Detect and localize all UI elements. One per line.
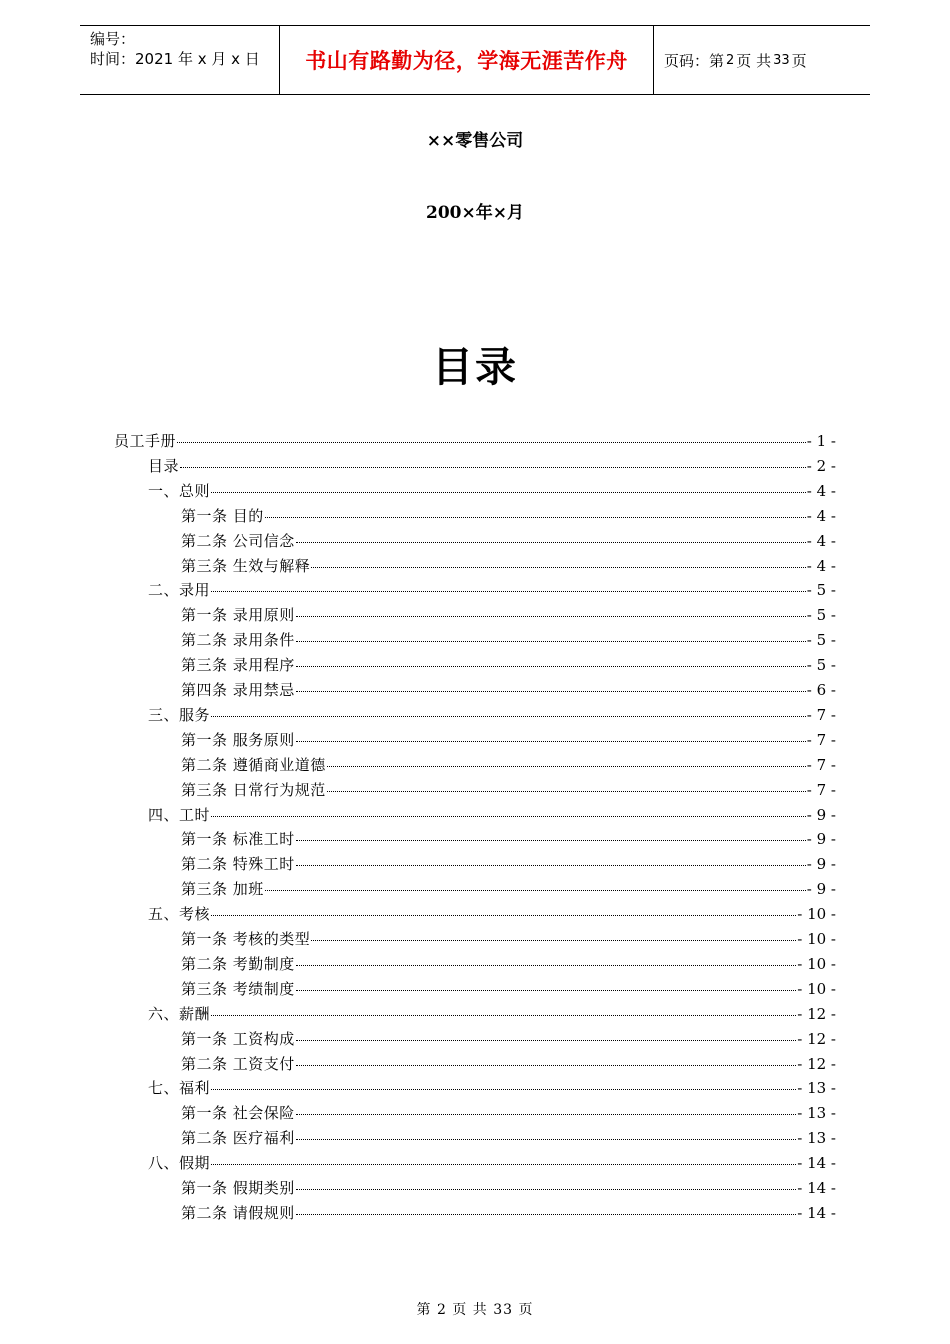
toc-leader-dots [265,890,806,891]
page-footer: 第 2 页 共 33 页 [416,1302,534,1318]
toc-entry-page: - 5 - [806,631,836,649]
toc-leader-dots [327,791,806,792]
toc-entry-label: 第一条 假期类别 [181,1179,295,1197]
toc-entry-label: 第二条 公司信念 [181,532,295,550]
page-header [80,25,870,95]
toc-entry-label: 第二条 考勤制度 [181,955,295,973]
toc-entry-page: - 7 - [806,756,836,774]
toc-leader-dots [296,542,806,543]
toc-leader-dots [211,816,806,817]
toc-title: 目录 [432,343,518,391]
toc-entry[interactable] [148,479,836,503]
toc-entry-page: - 7 - [806,706,836,724]
toc-entry-label: 第三条 日常行为规范 [181,781,326,799]
toc-leader-dots [296,1189,796,1190]
toc-entry-label: 五、考核 [148,905,211,923]
toc-entry[interactable] [181,1201,836,1225]
toc-leader-dots [296,1139,796,1140]
company-name: ××零售公司 [426,131,524,151]
toc-entry-page: - 1 - [806,432,836,450]
toc-leader-dots [296,741,806,742]
toc-entry-label: 第一条 考核的类型 [181,930,311,948]
toc-entry-label: 目录 [148,457,180,475]
toc-entry[interactable] [181,554,836,578]
page-number: 2 [726,52,735,68]
toc-entry-page: - 2 - [806,457,836,475]
toc-entry-page: - 14 - [797,1179,836,1197]
toc-entry-label: 四、工时 [148,806,211,824]
toc-entry-label: 第三条 录用程序 [181,656,295,674]
toc-entry[interactable] [181,504,836,528]
toc-entry-label: 六、薪酬 [148,1005,211,1023]
toc-leader-dots [296,865,806,866]
toc-leader-dots [296,1065,796,1066]
toc-entry-label: 第三条 生效与解释 [181,557,311,575]
toc-entry-page: - 7 - [806,731,836,749]
toc-entry-page: - 4 - [806,507,836,525]
toc-entry[interactable] [148,1151,836,1175]
toc-entry-page: - 13 - [797,1079,836,1097]
toc-entry-page: - 12 - [797,1005,836,1023]
toc-entry-label: 第四条 录用禁忌 [181,681,295,699]
toc-entry-page: - 4 - [806,482,836,500]
toc-leader-dots [211,1164,796,1165]
toc-entry-label: 第二条 工资支付 [181,1055,295,1073]
toc-leader-dots [211,1015,796,1016]
toc-entry-page: - 9 - [806,855,836,873]
toc-entry[interactable] [181,603,836,627]
toc-leader-dots [211,492,806,493]
toc-entry-label: 第一条 服务原则 [181,731,295,749]
toc-entry-label: 第一条 社会保险 [181,1104,295,1122]
toc-entry[interactable] [181,728,836,752]
toc-entry-label: 八、假期 [148,1154,211,1172]
toc-entry-label: 第二条 特殊工时 [181,855,295,873]
toc-leader-dots [296,641,806,642]
toc-entry-page: - 9 - [806,830,836,848]
toc-entry[interactable] [181,529,836,553]
toc-entry-page: - 13 - [797,1129,836,1147]
toc-entry-label: 员工手册 [114,432,177,450]
toc-leader-dots [177,442,806,443]
toc-entry[interactable] [181,1052,836,1076]
toc-entry-page: - 5 - [806,581,836,599]
toc-entry-page: - 5 - [806,656,836,674]
toc-entry-label: 第二条 医疗福利 [181,1129,295,1147]
toc-entry[interactable] [181,1176,836,1200]
toc-entry-label: 第二条 请假规则 [181,1204,295,1222]
toc-entry[interactable] [148,1002,836,1026]
header-meta [80,26,280,94]
toc-entry[interactable] [181,1126,836,1150]
toc-entry[interactable] [181,753,836,777]
toc-leader-dots [296,1214,796,1215]
toc-leader-dots [311,940,796,941]
toc-entry[interactable] [114,429,836,453]
toc-entry-page: - 10 - [797,955,836,973]
toc-entry-page: - 14 - [797,1204,836,1222]
page-total: 33 [773,52,790,68]
toc-entry-label: 第一条 录用原则 [181,606,295,624]
document-date: 200×年×月 [426,203,524,223]
toc-leader-dots [296,840,806,841]
toc-entry[interactable] [148,902,836,926]
toc-entry-label: 三、服务 [148,706,211,724]
toc-entry-page: - 12 - [797,1055,836,1073]
toc-entry-label: 第一条 工资构成 [181,1030,295,1048]
toc-entry[interactable] [181,1101,836,1125]
page-prefix: 页码：第 [664,51,725,70]
header-slogan: 书山有路勤为径，学海无涯苦作舟 [280,26,654,94]
toc-entry-page: - 14 - [797,1154,836,1172]
toc-entry-page: - 5 - [806,606,836,624]
toc-leader-dots [296,616,806,617]
toc-leader-dots [296,666,806,667]
toc-entry-label: 第三条 考绩制度 [181,980,295,998]
toc-entry[interactable] [148,1076,836,1100]
toc-entry-label: 第二条 遵循商业道德 [181,756,326,774]
toc-leader-dots [296,1040,796,1041]
toc-entry-page: - 12 - [797,1030,836,1048]
toc-entry[interactable] [181,927,836,951]
toc-entry[interactable] [181,877,836,901]
toc-entry-label: 第二条 录用条件 [181,631,295,649]
toc-entry-label: 一、总则 [148,482,211,500]
toc-entry-page: - 7 - [806,781,836,799]
toc-leader-dots [296,965,796,966]
toc-entry-page: - 9 - [806,806,836,824]
toc-leader-dots [327,766,806,767]
toc-entry-page: - 4 - [806,557,836,575]
toc-leader-dots [311,567,806,568]
toc-leader-dots [211,716,806,717]
toc-entry[interactable] [181,628,836,652]
toc-entry[interactable] [148,578,836,602]
toc-entry[interactable] [181,852,836,876]
toc-entry-page: - 4 - [806,532,836,550]
toc-leader-dots [296,691,806,692]
toc-leader-dots [211,1089,796,1090]
toc-entry[interactable] [148,703,836,727]
toc-entry-page: - 6 - [806,681,836,699]
toc-leader-dots [211,915,796,916]
document-time: 时间：2021 年 x 月 x 日 [90,50,260,68]
toc-entry[interactable] [148,803,836,827]
toc-entry[interactable] [181,977,836,1001]
toc-entry-page: - 10 - [797,905,836,923]
page-suffix: 页 [791,51,807,70]
toc-entry[interactable] [181,1027,836,1051]
toc-entry-label: 二、录用 [148,581,211,599]
toc-entry-label: 第一条 目的 [181,507,264,525]
toc-entry-page: - 10 - [797,930,836,948]
toc-entry-page: - 13 - [797,1104,836,1122]
toc-entry[interactable] [181,778,836,802]
toc-entry-label: 第一条 标准工时 [181,830,295,848]
toc-entry-page: - 9 - [806,880,836,898]
toc-entry[interactable] [181,952,836,976]
toc-entry[interactable] [181,653,836,677]
toc-entry[interactable] [148,454,836,478]
toc-entry-page: - 10 - [797,980,836,998]
toc-entry[interactable] [181,678,836,702]
toc-leader-dots [180,467,806,468]
toc-leader-dots [265,517,806,518]
toc-leader-dots [296,990,796,991]
header-page-info [654,26,870,94]
toc-entry[interactable] [181,827,836,851]
document-number-label: 编号： [90,30,136,48]
toc-leader-dots [211,591,806,592]
page-mid: 页 共 [736,51,772,70]
toc-entry-label: 七、福利 [148,1079,211,1097]
toc-entry-label: 第三条 加班 [181,880,264,898]
toc-leader-dots [296,1114,796,1115]
